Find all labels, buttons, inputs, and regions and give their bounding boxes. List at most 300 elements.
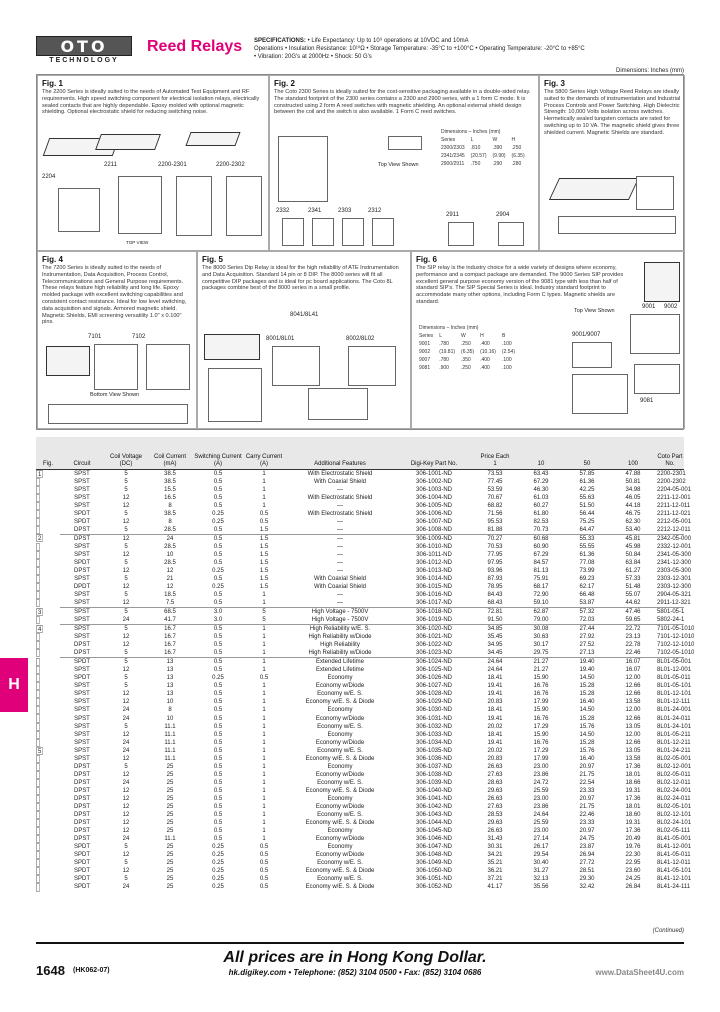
cell-price-10: 29.54: [533, 852, 549, 859]
part-label-2211: 2211: [104, 162, 117, 168]
cell-fig: [36, 674, 40, 682]
cell-switching-current: 0.5: [213, 763, 223, 770]
cell-fig: [36, 559, 40, 567]
cell-price-1: 37.21: [487, 876, 503, 883]
cell-price-10: 23.86: [533, 804, 549, 811]
cell-digikey: 306-1025-ND: [415, 667, 453, 674]
cell-circuit: SPDT: [73, 675, 90, 682]
part-label-2332: 2332: [276, 208, 290, 214]
cell-features: —: [337, 543, 343, 550]
figure-6-title: Fig. 6: [416, 255, 437, 264]
cell-digikey: 306-1004-ND: [415, 494, 453, 501]
cell-coil-current: 25: [166, 860, 174, 867]
fig6-dim-cell: .780: [439, 341, 449, 347]
cell-price-50: 56.44: [579, 510, 595, 517]
coto-logo: [36, 36, 132, 66]
figures-panel: [36, 74, 684, 430]
cell-fig: [36, 819, 40, 827]
footer-divider: [36, 942, 684, 944]
cell-features: Economy: [327, 795, 353, 802]
cell-coil-voltage: 12: [122, 584, 130, 591]
table-row: [36, 883, 684, 891]
cell-digikey: 306-1002-ND: [415, 478, 453, 485]
cell-price-50: 14.50: [579, 675, 595, 682]
fig6-dim-cell: .900: [439, 365, 449, 371]
figure-3-title: Fig. 3: [544, 79, 565, 88]
cell-fig: 4: [38, 626, 42, 633]
cell-price-50: 19.40: [579, 667, 595, 674]
cell-price-50: 15.76: [579, 723, 595, 730]
cell-price-1: 34.85: [472, 625, 518, 634]
fig2-dim-cell: .750: [470, 161, 481, 167]
cell-fig: [36, 779, 40, 787]
cell-coil-voltage: 5: [124, 650, 128, 657]
cell-fig: [36, 494, 40, 502]
cell-price-100: 12.66: [625, 715, 641, 722]
cell-coil-voltage: 5: [104, 608, 148, 617]
dimension-drawing-2332: [278, 136, 328, 202]
cell-coto: 8L41-12-001: [657, 844, 692, 851]
pinout-2911: [448, 222, 474, 246]
cell-features: Economy w/Diode: [315, 739, 365, 746]
cell-fig: [36, 706, 40, 714]
cell-carry-current: 0.5: [259, 884, 269, 891]
cell-coto: 8L02-24-101: [657, 820, 692, 827]
col-switching-current: Switching Current (A): [192, 437, 244, 469]
cell-features: —: [337, 486, 343, 493]
cell-coto: 2303-12-301: [657, 575, 692, 582]
cell-switching-current: 0.25: [212, 860, 224, 867]
cell-coil-voltage: 12: [122, 795, 130, 802]
dimension-drawing-5800: [636, 176, 674, 210]
cell-circuit: SPDT: [60, 658, 104, 667]
watermark-link[interactable]: www.DataSheet4U.com: [595, 968, 684, 977]
cell-switching-current: 0.25: [212, 844, 224, 851]
cell-features: Economy w/E. S.: [317, 876, 363, 883]
cell-digikey: 306-1017-ND: [415, 600, 453, 607]
figure-3-description: The 5800 Series High Voltage Reed Relays are ideally suited to the demands of instrumentation and Industrial Process Controls and Power Switching. High Dielectric Strength: 10,000 Volts isolation across switches. Hermetically sealed tungsten contacts are rated for switching up to 10 VA. The magnetic shield gives three shielded current. Magnetic Shields are standard.: [544, 89, 681, 136]
cell-switching-current: 0.5: [192, 469, 244, 478]
cell-switching-current: 0.25: [212, 868, 224, 875]
dimension-drawing-9000: [572, 374, 628, 414]
cell-price-100: 57.33: [625, 575, 641, 582]
cell-circuit: DPST: [73, 650, 90, 657]
cell-digikey: 306-1050-ND: [415, 868, 453, 875]
table-row: [36, 739, 684, 747]
cell-coto: 8L41-05-101: [657, 868, 692, 875]
table-row: [36, 633, 684, 641]
figure-5: [197, 251, 411, 429]
cell-circuit: SPST: [74, 494, 90, 501]
cell-features: Economy w/E. S.: [317, 812, 363, 819]
cell-coil-voltage: 12: [122, 731, 130, 738]
cell-price-1: 72.81: [472, 608, 518, 617]
cell-price-1: 70.53: [487, 543, 503, 550]
side-drawing-5800: [558, 216, 676, 234]
col-features: Additional Features: [284, 437, 396, 469]
cell-switching-current: 3.0: [213, 617, 223, 624]
cell-coto: 8L02-24-011: [657, 795, 691, 802]
cell-price-10: 16.76: [533, 683, 549, 690]
fig6-dim-cell: .100: [501, 357, 512, 363]
cell-fig: [36, 859, 40, 867]
cell-price-10: 30.17: [533, 642, 549, 649]
cell-price-1: 26.63: [487, 763, 503, 770]
cell-switching-current: 0.5: [213, 739, 223, 746]
part-label-2341: 2341: [308, 208, 322, 214]
cell-price-100: 18.66: [625, 779, 641, 786]
cell-price-50: 22.46: [579, 812, 595, 819]
figure-5-title: Fig. 5: [202, 255, 223, 264]
cell-coto: 2211-12-001: [657, 494, 691, 501]
cell-features: With Coaxial Shield: [313, 575, 367, 582]
cell-coto: 8L01-24-001: [657, 707, 692, 714]
cell-digikey: 306-1033-ND: [415, 731, 453, 738]
cell-price-10: 16.76: [533, 715, 549, 722]
table-row: [36, 591, 684, 599]
cell-digikey: 306-1006-ND: [415, 510, 453, 517]
cell-carry-current: 1: [262, 494, 266, 501]
cell-coil-voltage: 12: [122, 868, 130, 875]
cell-digikey: 306-1023-ND: [415, 650, 453, 657]
cell-price-100: 12.00: [625, 675, 641, 682]
cell-coto: 8L41-24-111: [657, 884, 691, 891]
fig6-dim-cell: 9081: [419, 365, 431, 371]
cell-price-100: 26.84: [625, 884, 641, 891]
cell-fig: 2: [38, 536, 42, 543]
cell-features: High Voltage - 7500V: [284, 608, 396, 617]
cell-coil-voltage: 5: [124, 860, 128, 867]
table-row: [36, 803, 684, 811]
cell-price-1: 53.59: [487, 486, 503, 493]
cell-carry-current: 0.5: [259, 860, 269, 867]
cell-switching-current: 0.25: [212, 675, 224, 682]
page-title: Reed Relays: [147, 38, 243, 55]
cell-carry-current: 1: [244, 469, 284, 478]
table-row: [36, 690, 684, 698]
cell-carry-current: 1: [262, 699, 266, 706]
specifications: [254, 37, 674, 62]
pinout-7102: [146, 344, 190, 390]
cell-circuit: DPST: [73, 567, 90, 574]
cell-coto: 2200-2301: [657, 470, 686, 477]
cell-price-50: 77.08: [579, 559, 595, 566]
cell-coil-current: 8: [168, 502, 172, 509]
cell-circuit: SPDT: [73, 876, 90, 883]
cell-switching-current: 0.5: [213, 691, 223, 698]
cell-coto: 8L01-24-011: [657, 715, 691, 722]
cell-digikey: 306-1018-ND: [396, 608, 472, 617]
cell-price-50: 23.33: [579, 820, 595, 827]
cell-fig: [36, 510, 40, 518]
fig2-dim-cell: .390: [492, 145, 503, 151]
cell-coil-voltage: 12: [122, 600, 130, 607]
specs-label: SPECIFICATIONS:: [254, 38, 306, 44]
cell-coto: 8L01-24-211: [657, 747, 691, 754]
cell-price-10: 61.80: [533, 510, 549, 517]
cell-switching-current: 0.5: [213, 478, 223, 485]
cell-carry-current: 1.5: [259, 559, 269, 566]
part-label-2904: 2904: [496, 212, 510, 218]
cell-coil-voltage: 24: [122, 739, 130, 746]
part-label-2312: 2312: [368, 208, 382, 214]
cell-price-10: 17.99: [533, 699, 549, 706]
cell-circuit: SPST: [74, 707, 90, 714]
cell-switching-current: 0.5: [192, 625, 244, 634]
fig2-dim-header: Dimensions – Inches (mm): [441, 129, 501, 135]
table-row: [36, 795, 684, 803]
cell-fig: [36, 526, 40, 534]
cell-coil-current: 38.5: [164, 510, 176, 517]
cell-features: Economy w/E. S.: [317, 691, 363, 698]
cell-price-50: 29.30: [579, 876, 595, 883]
cell-circuit: DPST: [73, 526, 90, 533]
pinout-7101: [94, 344, 138, 390]
cell-price-10: 23.00: [533, 763, 549, 770]
cell-price-10: 30.40: [533, 860, 549, 867]
cell-fig: [36, 771, 40, 779]
cell-coto: 2341-12-300: [657, 559, 692, 566]
fig2-dim-cell: .290: [492, 161, 503, 167]
part-label-9002: 9002: [664, 304, 678, 310]
cell-price-1: 24.64: [487, 667, 503, 674]
cell-carry-current: 1.5: [244, 534, 284, 543]
side-drawing-7100: [48, 404, 188, 424]
part-label-2200-2301: 2200-2301: [158, 162, 187, 168]
cell-digikey: 306-1031-ND: [415, 715, 453, 722]
top-view-label: TOP VIEW: [126, 240, 149, 245]
cell-price-100: 13.05: [625, 723, 641, 730]
cell-price-1: 29.63: [487, 787, 503, 794]
cell-circuit: SPDT: [73, 860, 90, 867]
cell-coil-voltage: 5: [104, 625, 148, 634]
cell-coto: 8L01-05-211: [657, 731, 691, 738]
cell-features: Economy w/Diode: [315, 715, 365, 722]
cell-carry-current: 5: [262, 617, 266, 624]
cell-carry-current: 1: [262, 642, 266, 649]
cell-circuit: SPST: [74, 683, 90, 690]
cell-features: With Coaxial Shield: [313, 478, 367, 485]
cell-fig: [36, 502, 40, 510]
cell-coil-voltage: 5: [124, 592, 128, 599]
cell-price-100: 18.01: [625, 771, 641, 778]
cell-features: —: [337, 567, 343, 574]
cell-coil-current: 41.7: [164, 617, 176, 624]
cell-price-50: 51.50: [579, 502, 595, 509]
cell-coto: 7101-12-1010: [657, 634, 695, 641]
cell-switching-current: 0.25: [212, 518, 224, 525]
cell-coil-current: 25: [166, 779, 174, 786]
cell-coil-current: 18.5: [164, 592, 176, 599]
cell-coil-current: 11.1: [164, 723, 176, 730]
cell-price-1: 77.45: [487, 478, 503, 485]
part-label-8001: 8001/8L01: [266, 336, 295, 342]
table-row: [36, 649, 684, 658]
cell-features: Economy: [327, 828, 353, 835]
cell-circuit: SPST: [74, 715, 90, 722]
cell-digikey: 306-1015-ND: [415, 584, 453, 591]
cell-price-100: 17.36: [625, 795, 641, 802]
fig6-dim-cell: (2.54): [501, 349, 515, 355]
cell-price-10: 31.27: [533, 868, 549, 875]
table-row: [36, 867, 684, 875]
cell-coil-voltage: 5: [124, 763, 128, 770]
cell-price-10: 26.17: [533, 844, 549, 851]
table-row: [36, 518, 684, 526]
cell-carry-current: 1: [262, 812, 266, 819]
pinout-2341: [312, 218, 334, 246]
pinout-8001: [272, 346, 320, 386]
page-number: 1648: [36, 963, 65, 978]
cell-price-50: 62.17: [579, 584, 595, 591]
cell-coto: 8L41-12-011: [657, 860, 691, 867]
cell-fig: [36, 803, 40, 811]
cell-carry-current: 1: [262, 707, 266, 714]
cell-carry-current: 0.5: [259, 675, 269, 682]
cell-coil-current: 13: [166, 683, 174, 690]
cell-price-100: 45.81: [610, 534, 656, 543]
cell-digikey: 306-1010-ND: [415, 543, 453, 550]
cell-carry-current: 1.5: [259, 567, 269, 574]
cell-carry-current: 1.5: [259, 526, 269, 533]
pinout-8002: [348, 346, 396, 386]
table-row: [36, 494, 684, 502]
cell-digikey: 306-1034-ND: [415, 739, 453, 746]
cell-coto: 7101-05-1010: [657, 626, 695, 633]
cell-switching-current: 0.5: [192, 534, 244, 543]
part-label-2303: 2303: [338, 208, 352, 214]
cell-switching-current: 0.25: [212, 510, 224, 517]
cell-coto: 8L01-05-101: [657, 683, 692, 690]
cell-coil-current: 25: [166, 812, 174, 819]
cell-price-10: 59.10: [533, 600, 549, 607]
cell-price-50: 55.55: [579, 543, 595, 550]
cell-price-10: 24.64: [533, 812, 549, 819]
cell-carry-current: 0.5: [259, 518, 269, 525]
cell-coil-current: 25: [166, 820, 174, 827]
cell-features: Economy w/Diode: [315, 771, 365, 778]
fig2-dim-cell: (20.57): [470, 153, 487, 159]
cell-price-1: 77.95: [487, 551, 503, 558]
col-coto: Coto Part No.: [656, 437, 684, 469]
cell-coto: 8L02-24-001: [657, 787, 692, 794]
cell-price-100: 19.76: [625, 844, 641, 851]
dimensions-note: Dimensions: Inches (mm): [615, 68, 684, 74]
cell-switching-current: 0.25: [212, 876, 224, 883]
fig2-dim-cell: .810: [470, 145, 481, 151]
cell-price-10: 21.27: [533, 667, 549, 674]
cell-coil-voltage: 12: [122, 634, 130, 641]
cell-digikey: 306-1049-ND: [415, 860, 453, 867]
fig6-dim-cell: .350: [461, 357, 471, 363]
cell-digikey: 306-1038-ND: [415, 771, 453, 778]
table-row: [36, 723, 684, 731]
figure-3: [539, 75, 685, 251]
table-row: [36, 747, 684, 755]
top-view-drawing-2300: [388, 136, 422, 150]
section-tab: H: [0, 658, 28, 712]
cell-price-1: 91.50: [487, 617, 503, 624]
figure-6-description: The SIP relay is the industry choice for a wide variety of designs where economy, performance and a compact package are demanded. The 9000 Series SIP provides excellent general purpose economy version of the 9081 type with less than half of standard SIP's. The SIP Special Series is ideal. Industry standard footprint to accommodate many other options, including Form C types. Magnetic shields are standard.: [416, 265, 624, 305]
cell-price-10: 30.63: [533, 634, 549, 641]
cell-fig: [36, 867, 40, 875]
cell-price-50: 15.28: [579, 691, 595, 698]
cell-price-50: 15.28: [579, 739, 595, 746]
fig2-dim-col: Series: [441, 137, 456, 143]
cell-fig: [36, 787, 40, 795]
cell-carry-current: 1: [262, 691, 266, 698]
cell-price-10: 32.13: [533, 876, 549, 883]
cell-price-1: 31.43: [487, 836, 503, 843]
cell-switching-current: 0.5: [213, 559, 223, 566]
cell-coto: 2303-05-300: [657, 567, 692, 574]
cell-switching-current: 0.5: [213, 812, 223, 819]
fig6-dim-col: Series: [419, 333, 434, 339]
cell-digikey: 306-1011-ND: [416, 551, 452, 558]
cell-circuit: DPST: [73, 820, 90, 827]
cell-coil-voltage: 5: [124, 675, 128, 682]
table-row: [36, 875, 684, 883]
cell-carry-current: 1: [262, 747, 266, 754]
table-row: [36, 843, 684, 851]
cell-price-1: 19.41: [487, 739, 503, 746]
cell-price-10: 60.90: [533, 543, 549, 550]
cell-coil-voltage: 24: [122, 884, 130, 891]
cell-carry-current: 0.5: [259, 844, 269, 851]
cell-coto: 8L02-12-001: [657, 763, 692, 770]
dimension-drawing-2200-2301: [176, 176, 212, 236]
cell-price-50: 55.63: [579, 494, 595, 501]
cell-features: Economy: [327, 707, 353, 714]
fig6-dim-col: B: [501, 333, 506, 339]
cell-coto: 8L01-05-011: [657, 675, 691, 682]
cell-switching-current: 0.5: [213, 779, 223, 786]
cell-coto: 2904-05-321: [657, 592, 692, 599]
cell-features: With Electrostatic Shield: [284, 469, 396, 478]
cell-switching-current: 0.5: [213, 699, 223, 706]
cell-coto: 7102-05-1010: [657, 650, 695, 657]
cell-price-100: 17.36: [625, 828, 641, 835]
cell-price-10: 60.68: [518, 534, 564, 543]
cell-coil-current: 25: [166, 868, 174, 875]
cell-switching-current: 0.5: [213, 600, 223, 607]
cell-features: Economy: [327, 844, 353, 851]
cell-price-100: 44.18: [625, 502, 641, 509]
cell-coto: 8L41-12-101: [657, 876, 692, 883]
cell-price-50: 21.75: [579, 771, 595, 778]
cell-price-50: 15.28: [579, 715, 595, 722]
cell-fig: [36, 763, 40, 771]
col-coil-current: Coil Current (mA): [148, 437, 192, 469]
cell-switching-current: 0.5: [213, 715, 223, 722]
table-row: [36, 534, 684, 543]
cell-features: Economy w/E. S. & Diode: [305, 699, 375, 706]
cell-price-1: 97.95: [487, 559, 503, 566]
cell-features: Economy: [327, 675, 353, 682]
fig2-dimension-table: [438, 128, 528, 168]
fig2-dim-col: H: [511, 137, 516, 143]
cell-coil-voltage: 12: [122, 812, 130, 819]
cell-price-50: 27.92: [579, 634, 595, 641]
cell-fig: [36, 739, 40, 747]
cell-coto: 8L02-05-011: [657, 771, 691, 778]
cell-circuit: DPST: [73, 642, 90, 649]
cell-coil-current: 68.5: [148, 608, 192, 617]
cell-price-10: 75.91: [533, 575, 549, 582]
cell-price-10: 21.27: [518, 658, 564, 667]
logo-text: OTO: [36, 36, 132, 56]
cell-price-1: 73.53: [472, 469, 518, 478]
